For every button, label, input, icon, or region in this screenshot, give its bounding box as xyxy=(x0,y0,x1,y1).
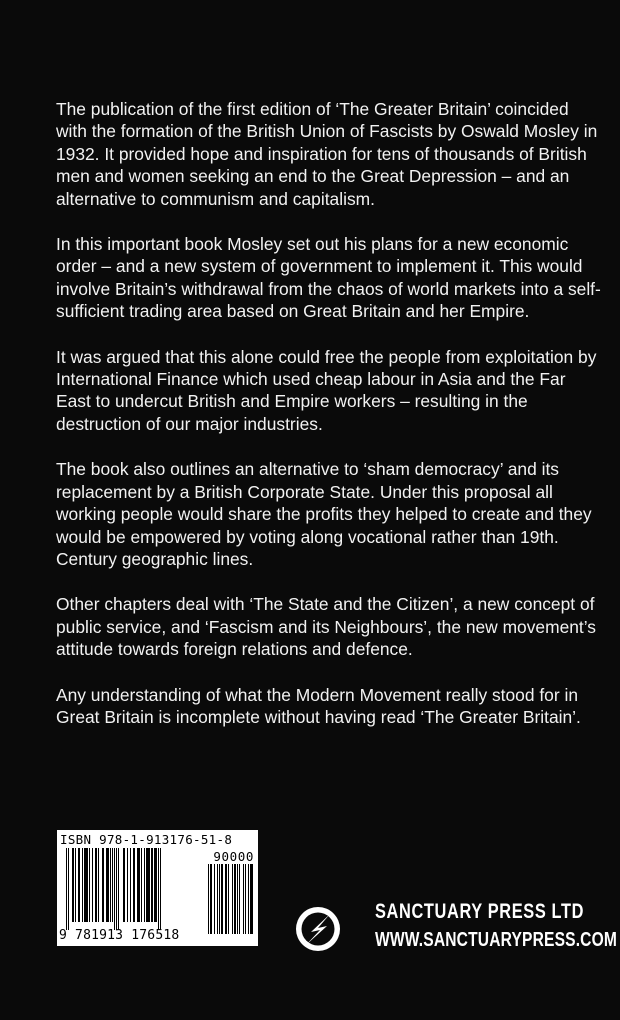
barcode-bar xyxy=(78,848,80,922)
back-cover-blurb xyxy=(56,98,604,751)
isbn-text: ISBN 978-1-913176-51-8 xyxy=(60,832,233,847)
barcode-bar xyxy=(245,864,246,934)
publisher-name: SANCTUARY PRESS LTD xyxy=(375,900,585,923)
barcode-bar xyxy=(114,848,115,930)
barcode-bar xyxy=(72,848,74,922)
ean-digits: 9 781913 176518 xyxy=(59,928,180,943)
barcode-bar xyxy=(84,848,88,922)
barcode-addon-bars xyxy=(208,864,254,942)
barcode-bar xyxy=(237,864,238,934)
barcode-bar xyxy=(154,848,157,922)
barcode-bar xyxy=(116,848,117,930)
barcode-bar xyxy=(110,848,111,922)
barcode-bar xyxy=(106,848,109,922)
blurb-paragraph-1: The publication of the first edition of ‘The Greater Britain’ coincided with the formation of the British Union of Fascists by Oswald Mosley in 1932. It provided hope and inspiration for tens of thousands of British men and women seeking an end to the Great Depression – and an alternative to communism and capitalism. xyxy=(56,99,598,209)
blurb-paragraph-3: It was argued that this alone could free the people from exploitation by International Finance which used cheap labour in Asia and the Far East to undercut British and Empire workers – resulting in the destruction of our major industries. xyxy=(56,346,597,434)
barcode-bar xyxy=(225,864,227,934)
barcode-bar xyxy=(219,864,220,934)
barcode-bar xyxy=(151,848,153,922)
barcode-main-bars xyxy=(66,848,204,930)
barcode-bar xyxy=(228,864,229,934)
blurb-paragraph-4: The book also outlines an alternative to ‘sham democracy’ and its replacement by a British Corporate State. Under this proposal all working people would share the profits they helped to create and they would be empowered by voting along vocational rather than 19th. Century geographic lines. xyxy=(56,459,592,569)
barcode-bar xyxy=(133,848,135,922)
barcode-bar xyxy=(75,848,76,922)
barcode-bar xyxy=(118,848,119,930)
barcode-bar xyxy=(141,848,142,922)
barcode-bar xyxy=(217,864,218,934)
blurb-paragraph-5: Other chapters deal with ‘The State and the Citizen’, a new concept of public service, and ‘Fascism and its Neighbours’, the new movement’s attitude towards foreign relations and defence. xyxy=(56,594,597,660)
barcode-bar xyxy=(68,848,69,930)
barcode-bar xyxy=(95,848,97,922)
barcode-bar xyxy=(250,864,253,934)
barcode-bar xyxy=(130,848,131,922)
barcode-bar xyxy=(214,864,215,934)
barcode-bar xyxy=(144,848,145,922)
barcode-bar xyxy=(92,848,93,922)
barcode-bar xyxy=(158,848,159,930)
barcode-bar xyxy=(112,848,113,922)
barcode-bar xyxy=(239,864,240,934)
blurb-paragraph-6: Any understanding of what the Modern Movement really stood for in Great Britain is incomplete without having read ‘The Greater Britain’. xyxy=(56,684,581,727)
barcode-bar xyxy=(248,864,249,934)
barcode-bar xyxy=(82,848,83,922)
publisher-url: WWW.SANCTUARYPRESS.COM xyxy=(375,929,618,951)
barcode-bar xyxy=(89,848,90,922)
barcode-bar xyxy=(243,864,244,934)
isbn-barcode xyxy=(57,830,258,946)
barcode-bar xyxy=(98,848,99,922)
barcode-bar xyxy=(137,848,140,922)
barcode-bar xyxy=(232,864,233,934)
barcode-bar xyxy=(221,864,223,934)
blurb-paragraph-2: In this important book Mosley set out his plans for a new economic order – and a new system of government to implement it. This would involve Britain’s withdrawal from the chaos of world markets into a self-sufficient trading area based on Great Britain and her Empire. xyxy=(56,234,601,322)
barcode-bar xyxy=(66,848,67,930)
barcode-bar xyxy=(210,864,212,934)
barcode-bar xyxy=(123,848,125,922)
flash-and-circle-icon xyxy=(294,905,342,953)
barcode-bar xyxy=(127,848,128,922)
barcode-bar xyxy=(102,848,104,922)
barcode-bar xyxy=(234,864,236,934)
barcode-bar xyxy=(208,864,209,934)
barcode-bar xyxy=(146,848,150,922)
price-code: 90000 xyxy=(213,849,254,864)
barcode-bar xyxy=(160,848,161,930)
